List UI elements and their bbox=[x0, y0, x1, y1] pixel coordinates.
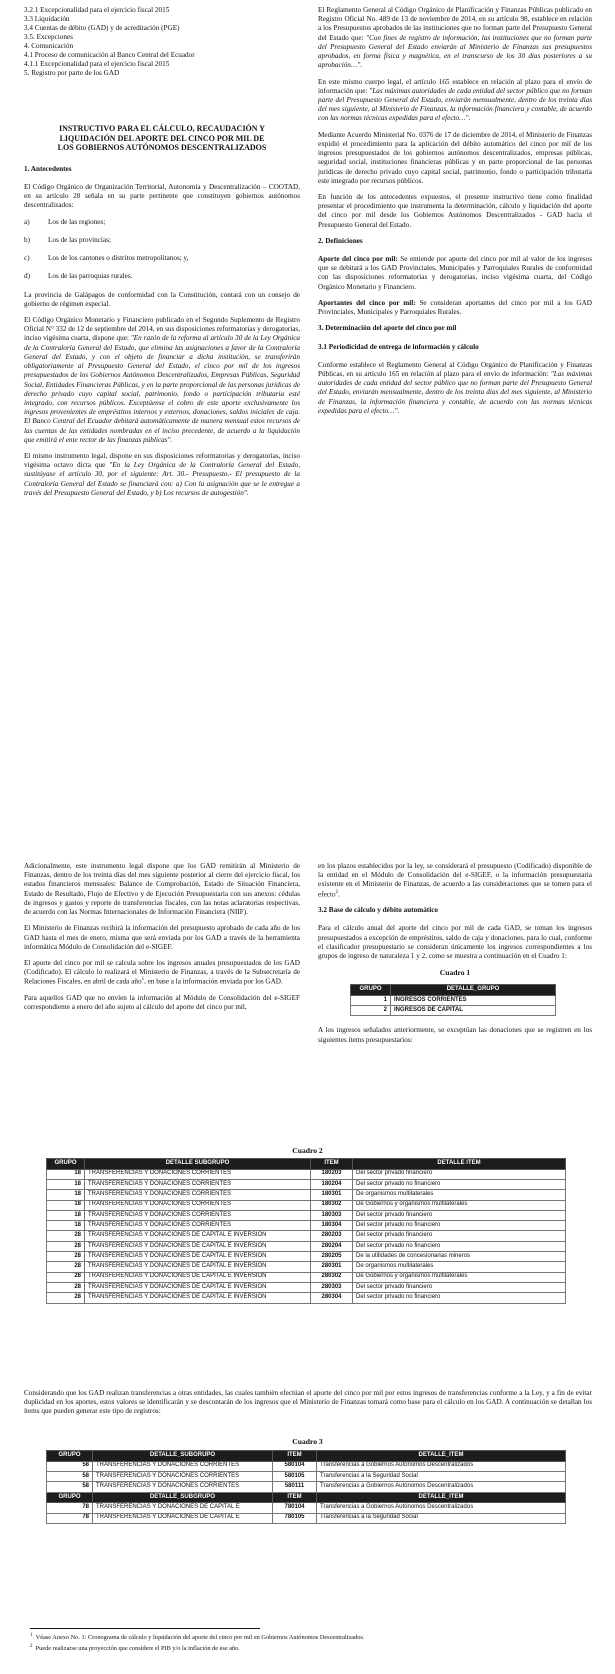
table-row bbox=[47, 1200, 566, 1210]
toc-item[interactable]: 3.5. Excepciones bbox=[24, 33, 73, 41]
table-cell: 180301 bbox=[311, 1190, 353, 1200]
table-cell: 28 bbox=[47, 1241, 85, 1251]
table-row bbox=[47, 1179, 566, 1189]
table-row bbox=[47, 1482, 566, 1492]
table-cell: De organismos multilaterales bbox=[353, 1190, 566, 1200]
heading-determinacion: 3. Determinación del aporte del cinco por mil bbox=[318, 324, 457, 333]
table-cell: TRANSFERENCIAS Y DONACIONES CORRIENTES bbox=[85, 1169, 311, 1179]
table-row bbox=[47, 1252, 566, 1262]
table-row bbox=[351, 995, 556, 1005]
paragraph: El aporte del cinco por mil se calcula sobre los ingresos anuales presupuestados de los GAD (Codificado). El cálculo lo realizará el Ministerio de Finanzas, a través de la Subsecretaría de Relaciones Fiscales, en abril de cada año$^1$, en base a la información enviada por los GAD. bbox=[24, 958, 300, 986]
legal-quote: "Las máximas autoridades de cada entidad del sector público que no forman parte del Presupuesto General del Estado, enviarán mensualmente, dentro de los treinta días del mes siguiente, al Ministerio de Finanzas, la información financiera y contable, de acuerdo con las normas técnicas expedidas para el efecto…". bbox=[318, 370, 592, 415]
paragraph: El Reglamento General al Código Orgánico de Planificación y Finanzas Públicas publicado en Registro Oficial No. 489 de 13 de noviembre de 2014, en su artículo 98, establece en relación a los Presupuestos aprobados de las instituciones que no forman parte del Presupuesto General del Estado que: "Con fines de registro de información, las instituciones que no forman parte del Presupuesto General del Estado enviarán al Ministerio de Finanzas sus presupuestos aprobados, en forma física y magnética, en el transcurso de los 30 días posteriores a su aprobación…". bbox=[318, 6, 593, 70]
table-cell: TRANSFERENCIAS Y DONACIONES DE CAPITAL E INVERSIÓN bbox=[85, 1272, 311, 1282]
legal-quote: "Las máximas autoridades de cada entidad del sector público que no forman parte del Presupuesto General del Estado, enviarán mensualmente, dentro de los treinta días del mes siguiente, al Ministerio de Finanzas, la información financiera y contable, de acuerdo con las normas técnicas expedidas para el efecto…". bbox=[318, 86, 592, 123]
table-cell: TRANSFERENCIAS Y DONACIONES DE CAPITAL E INVERSIÓN bbox=[85, 1252, 311, 1262]
table-cell: De Gobiernos y organismos multilaterales bbox=[353, 1272, 566, 1282]
table-cell: Del sector privado financiero bbox=[353, 1231, 566, 1241]
table-cell: 18 bbox=[47, 1221, 85, 1231]
paragraph: El Código Orgánico de Organización Territorial, Autonomía y Descentralización – COOTAD, en su artículo 28 señala en su parte pertinente que constituyen gobiernos autónomos descentralizados: bbox=[24, 183, 300, 210]
table-header: DETALLE ITEM bbox=[353, 1159, 566, 1170]
footnote-ref: 2 bbox=[335, 889, 339, 895]
paragraph: Aportantes del cinco por mil: Se consideran aportantes del cinco por mil a los GAD Provinciales, Municipales y Parroquiales Rurales. bbox=[318, 298, 592, 317]
table-row bbox=[47, 1272, 566, 1282]
table-cell: 180302 bbox=[311, 1200, 353, 1210]
table-cell: 180203 bbox=[311, 1169, 353, 1179]
heading-periodicidad: 3.1 Periodicidad de entrega de información y cálculo bbox=[318, 342, 479, 351]
table-cell: 280301 bbox=[311, 1262, 353, 1272]
table-cell: 580105 bbox=[273, 1471, 317, 1481]
table-header: ITEM bbox=[273, 1492, 317, 1503]
table-cell: TRANSFERENCIAS Y DONACIONES DE CAPITAL E bbox=[93, 1513, 273, 1523]
cuadro2-table bbox=[46, 1158, 566, 1304]
table-cell: TRANSFERENCIAS Y DONACIONES CORRIENTES bbox=[85, 1190, 311, 1200]
legal-quote: "En razón de la reforma al artículo 30 de la Ley Orgánica de la Contraloría General del Estado, que elimina las asignaciones a favor de la Contraloría General del Estado, y con el objeto de financiar a dicha institución, se transferirán obligatoriamente al Presupuesto General del Estado, el cinco por mil de los ingresos presupuestados de los Gobiernos Autónomos Descentralizados, Empresas Públicas, Seguridad Social, Entidades Financieras Públicas, y en la parte proporcional de las personas jurídicas de derecho privado cuyo capital social, patrimonio, fondo o participación tributaria esté integrado, con recursos públicos. Exceptúense el cobro de este aporte exclusivamente los ingresos provenientes de empréstitos internos y externos, donaciones, saldos iniciales de caja. El Banco Central del Ecuador debitará automáticamente de manera mensual estos recursos de las cuentas de las entidades nombradas en el inciso precedente, de acuerdo a la liquidación que emitirá el ente rector de las finanzas públicas". bbox=[24, 334, 300, 444]
table-cell: 180304 bbox=[311, 1221, 353, 1231]
table-cell: 78 bbox=[47, 1503, 93, 1513]
table-row bbox=[47, 1190, 566, 1200]
table-row bbox=[47, 1221, 566, 1231]
list-item: c) Los de los cantones o distritos metropolitanos; y, bbox=[24, 254, 189, 263]
toc-item[interactable]: 4. Comunicación bbox=[24, 42, 74, 50]
table-header: DETALLE_SUBGRUPO bbox=[93, 1451, 273, 1462]
toc-item[interactable]: 4.1.1 Excepcionalidad para el ejercicio fiscal 2015 bbox=[24, 60, 170, 68]
list-item: b) Los de las provincias; bbox=[24, 235, 111, 244]
table-cell: 580111 bbox=[273, 1482, 317, 1492]
paragraph: Adicionalmente, este instrumento legal dispone que los GAD remitirán al Ministerio de Finanzas, dentro de los treinta días del mes siguiente posterior al cierre del ejercicio fiscal, los estados financieros mensuales: Balance de Comprobación, Estado de Situación Financiera, Estado de Resultado, Flujo de Efectivo y de Ejecución Presupuestaria con sus anexos: cédulas de ingresos y gastos y reporte de transferencias fiscales, con las notas aclaratorias respectivas, de acuerdo con las Normas Internacionales de Información Financiera (NIIF). bbox=[24, 862, 300, 917]
table-cell: TRANSFERENCIAS Y DONACIONES CORRIENTES bbox=[93, 1482, 273, 1492]
table-cell: 78 bbox=[47, 1513, 93, 1523]
table-cell: 180303 bbox=[311, 1210, 353, 1220]
table-row bbox=[47, 1262, 566, 1272]
table-header: ITEM bbox=[311, 1159, 353, 1170]
table-cell: 58 bbox=[47, 1471, 93, 1481]
table-cell: TRANSFERENCIAS Y DONACIONES DE CAPITAL E INVERSIÓN bbox=[85, 1262, 311, 1272]
table-cell: 28 bbox=[47, 1293, 85, 1303]
table-header: DETALLE_SUBGRUPO bbox=[93, 1492, 273, 1503]
footnote-ref: 1 bbox=[141, 977, 145, 983]
table-cell: TRANSFERENCIAS Y DONACIONES DE CAPITAL E bbox=[93, 1503, 273, 1513]
table-row bbox=[47, 1503, 566, 1513]
paragraph: El Código Orgánico Monetario y Financiero publicado en el Segundo Suplemento de Registro Oficial N° 332 de 12 de septiembre del 2014, en sus disposiciones reformatorias y derogatorias, inciso vigésima cuarta, dispone que: "En razón de la reforma al artículo 30 de la Ley Orgánica de la Contraloría General del Estado, que elimina las asignaciones a favor de la Contraloría General del Estado, y con el objeto de financiar a dicha institución, se transferirán obligatoriamente al Presupuesto General del Estado, el cinco por mil de los ingresos presupuestados de los Gobiernos Autónomos Descentralizados, Empresas Públicas, Seguridad Social, Entidades Financieras Públicas, y en la parte proporcional de las personas jurídicas de derecho privado cuyo capital social, patrimonio, fondo o participación tributaria esté integrado, con recursos públicos. Exceptúense el cobro de este aporte exclusivamente los ingresos provenientes de empréstitos internos y externos, donaciones, saldos iniciales de caja. El Banco Central del Ecuador debitará automáticamente de manera mensual estos recursos de las cuentas de las entidades nombradas en el inciso precedente, de acuerdo a la liquidación que emitirá el ente rector de las finanzas públicas". bbox=[24, 315, 300, 444]
table-row bbox=[47, 1210, 566, 1220]
table-row bbox=[47, 1231, 566, 1241]
table-cell: Del sector privado financiero bbox=[353, 1169, 566, 1179]
cuadro1-table bbox=[350, 984, 556, 1016]
paragraph: Mediante Acuerdo Ministerial No. 0376 de 17 de diciembre de 2014, el Ministerio de Finanzas expidió el procedimiento para la aplicación del débito automático del cinco por mil de los ingresos presupuestados de los gobiernos autónomos descentralizados, empresas públicas, seguridad social, instituciones financieras públicas y en parte proporcional de las personas jurídicas de derecho privado cuyo capital social, patrimonio, fondo o participación tributaria este integrado por recursos públicos. bbox=[318, 130, 592, 185]
left-column-top bbox=[24, 6, 300, 505]
table-cell: TRANSFERENCIAS Y DONACIONES CORRIENTES bbox=[85, 1179, 311, 1189]
footnote-divider bbox=[30, 1628, 260, 1629]
cuadro3-caption: Cuadro 3 bbox=[292, 1437, 323, 1446]
table-cell: Transferencias a Gobiernos Autónomos Descentralizados bbox=[317, 1461, 566, 1471]
paragraph: Aporte del cinco por mil: Se entiende por aporte del cinco por mil al valor de los ingresos que se debitará a los GAD Provinciales, Municipales y Parroquiales Rurales de conformidad con las disposiciones reformatorias y derogatorias, inciso vigésima cuarta, del Código Orgánico Monetario y Financiero. bbox=[318, 255, 593, 291]
table-cell: 58 bbox=[47, 1482, 93, 1492]
table-cell: De organismos multilaterales bbox=[353, 1262, 566, 1272]
table-cell: Transferencias a Gobiernos Autónomos Descentralizados bbox=[317, 1482, 566, 1492]
table-row bbox=[47, 1513, 566, 1523]
table-cell: 280205 bbox=[311, 1252, 353, 1262]
table-cell: Transferencias a Gobiernos Autónomos Descentralizados bbox=[317, 1503, 566, 1513]
table-cell: TRANSFERENCIAS Y DONACIONES CORRIENTES bbox=[93, 1471, 273, 1481]
table-row bbox=[47, 1169, 566, 1179]
heading-base-calculo: 3.2 Base de cálculo y débito automático bbox=[318, 906, 438, 915]
cuadro2-caption: Cuadro 2 bbox=[292, 1146, 323, 1155]
table-cell: Del sector privado financiero bbox=[353, 1282, 566, 1292]
table-cell: 58 bbox=[47, 1461, 93, 1471]
term: Aportantes del cinco por mil: bbox=[318, 298, 416, 307]
table-header: DETALLE_GRUPO bbox=[391, 985, 556, 996]
table-cell: 18 bbox=[47, 1179, 85, 1189]
heading-definiciones: 2. Definiciones bbox=[318, 236, 363, 245]
table-cell: Transferencias a la Seguridad Social bbox=[317, 1513, 566, 1523]
full-width-paragraph-block bbox=[24, 1389, 592, 1424]
table-cell: TRANSFERENCIAS Y DONACIONES DE CAPITAL E INVERSIÓN bbox=[85, 1293, 311, 1303]
paragraph: A los ingresos señalados anteriormente, se exceptúan las donaciones que se registren en los siguientes ítems presupuestarios: bbox=[318, 1026, 592, 1044]
right-column-top bbox=[318, 6, 592, 423]
table-cell: TRANSFERENCIAS Y DONACIONES DE CAPITAL E INVERSIÓN bbox=[85, 1231, 311, 1241]
paragraph: Conforme establece el Reglamento General al Código Orgánico de Planificación y Finanzas Públicas, en su artículo 165 en relación al plazo para el envío de información: "Las máximas autoridades de cada entidad del sector público que no forman parte del Presupuesto General del Estado, enviarán mensualmente, dentro de los treinta días del mes siguiente, al Ministerio de Finanzas, la información financiera y contable, de acuerdo con las normas técnicas expedidas para el efecto…". bbox=[318, 360, 592, 415]
footnote: $^2$ Puede realizarse una proyección que considere el PIB y/o la inflación de ese año. bbox=[30, 1644, 240, 1653]
table-header: DETALLE SUBGRUPO bbox=[85, 1159, 311, 1170]
footnotes bbox=[30, 1628, 590, 1655]
right-column-middle bbox=[318, 862, 592, 1052]
cuadro1-caption: Cuadro 1 bbox=[439, 968, 471, 978]
table-of-contents bbox=[24, 6, 300, 78]
table-row bbox=[47, 1471, 566, 1481]
table-cell: 780105 bbox=[273, 1513, 317, 1523]
table-cell: De Gobiernos y organismos multilaterales bbox=[353, 1200, 566, 1210]
table-cell: TRANSFERENCIAS Y DONACIONES CORRIENTES bbox=[85, 1210, 311, 1220]
paragraph: en los plazos establecidos por la ley, se considerará el presupuesto (Codificado) disponible de la entidad en el Módulo de Consolidación del e-SIGEF, o la información presupuestaria existente en el Ministerio de Finanzas, de acuerdo a las consideraciones que se tomen para el efecto$^2$. bbox=[318, 862, 592, 899]
paragraph: El mismo instrumento legal, dispone en sus disposiciones reformatorias y derogatorias, inciso vigésima octavo dicta que "En la Ley Orgánica de la Contraloría General del Estado, sustitúyase el artículo 30, por el siguiente: Art. 30.- Presupuesto.- El presupuesto de la Contraloría General del Estado se financiará con: a) Con la asignación que se le entregue a través del Presupuesto General del Estado, y b) Los recursos de autogestión". bbox=[24, 452, 300, 497]
table-cell: 280302 bbox=[311, 1272, 353, 1282]
paragraph: La provincia de Galápagos de conformidad con la Constitución, contará con un consejo de gobierno de régimen especial. bbox=[24, 290, 300, 308]
legal-quote: "Con fines de registro de información, las instituciones que no forman parte del Presupuesto General del Estado enviarán al Ministerio de Finanzas sus presupuestos aprobados, en forma física y magnética, en el transcurso de los 30 días posteriores a su aprobación…". bbox=[318, 33, 593, 70]
table-cell: 28 bbox=[47, 1231, 85, 1241]
list-item: d) Los de las parroquias rurales. bbox=[24, 272, 133, 281]
table-row bbox=[351, 1006, 556, 1016]
paragraph: Para aquellos GAD que no envíen la información al Módulo de Consolidación del e-SIGEF correspondiente a enero del año sujeto al cálculo del aporte del cinco por mil, bbox=[24, 994, 300, 1012]
table-cell: TRANSFERENCIAS Y DONACIONES CORRIENTES bbox=[85, 1221, 311, 1231]
table-cell: TRANSFERENCIAS Y DONACIONES CORRIENTES bbox=[85, 1200, 311, 1210]
table-cell: 18 bbox=[47, 1169, 85, 1179]
table-header: DETALLE_ITEM bbox=[317, 1451, 566, 1462]
cuadro2-wrapper bbox=[46, 1158, 566, 1304]
table-cell: 18 bbox=[47, 1210, 85, 1220]
term: Aporte del cinco por mil: bbox=[318, 255, 398, 264]
table-row bbox=[47, 1293, 566, 1303]
table-cell: 2 bbox=[351, 1006, 391, 1016]
table-cell: Del sector privado no financiero bbox=[353, 1221, 566, 1231]
table-header: GRUPO bbox=[47, 1159, 85, 1170]
table-cell: 28 bbox=[47, 1282, 85, 1292]
table-cell: Del sector privado no financiero bbox=[353, 1293, 566, 1303]
paragraph: En función de los antecedentes expuestos, el presente instructivo tiene como finalidad presentar el procedimiento que instrumenta la determinación, cálculo y liquidación del aporte del cinco por mil desde los Gobiernos Autónomos Descentralizados - GAD hacia el Presupuesto General del Estado. bbox=[318, 192, 592, 229]
table-cell: 18 bbox=[47, 1190, 85, 1200]
footnote: $^1$ Véase Anexo No. 1: Cronograma de cálculo y liquidación del aporte del cinco por mil en Gobiernos Autónomos Descentralizados. bbox=[30, 1633, 365, 1642]
table-cell: Del sector privado financiero bbox=[353, 1210, 566, 1220]
table-cell: 280204 bbox=[311, 1241, 353, 1251]
table-cell: 18 bbox=[47, 1200, 85, 1210]
table-cell: Del sector privado no financiero bbox=[353, 1241, 566, 1251]
table-cell: 280203 bbox=[311, 1231, 353, 1241]
paragraph: El Ministerio de Finanzas recibirá la información del presupuesto aprobado de cada año de los GAD hasta el mes de enero, misma que será enviada por los GAD a través de la herramienta informática Módulo de Consolidación del e-SIGEF. bbox=[24, 924, 300, 951]
table-cell: 1 bbox=[351, 995, 391, 1005]
toc-item[interactable]: 3.4 Cuentas de débito (GAD) y de acreditación (PGE) bbox=[24, 24, 180, 32]
paragraph: Considerando que los GAD realizan transferencias a otras entidades, las cuales también efectúan el aporte del cinco por mil por estos ingresos de transferencias conforme a la Ley, y a fin de evitar duplicidad en los aportes, estos valores se identificarán y se descontarán de los ingresos que el Ministerio de Finanzas tomará como base para el cálculo en los GAD. A continuación se detallan los ítems que pueden generar este tipo de registros: bbox=[24, 1389, 592, 1416]
table-header: ITEM bbox=[273, 1451, 317, 1462]
toc-item[interactable]: 4.1 Proceso de comunicación al Banco Central del Ecuador bbox=[24, 51, 195, 59]
table-cell: Transferencias a la Seguridad Social bbox=[317, 1471, 566, 1481]
table-cell: De la utilidades de concesionarias mineros bbox=[353, 1252, 566, 1262]
table-row bbox=[47, 1282, 566, 1292]
table-cell: INGRESOS CORRIENTES bbox=[391, 995, 556, 1005]
legal-quote: "En la Ley Orgánica de la Contraloría General del Estado, sustitúyase el artículo 30, por el siguiente: Art. 30.- Presupuesto.- El presupuesto de la Contraloría General del Estado se financiará con: a) Con la asignación que se le entregue a través del Presupuesto General del Estado, y b) Los recursos de autogestión". bbox=[24, 461, 300, 497]
table-cell: 280304 bbox=[311, 1293, 353, 1303]
table-cell: TRANSFERENCIAS Y DONACIONES DE CAPITAL E INVERSIÓN bbox=[85, 1241, 311, 1251]
cuadro3-table bbox=[46, 1450, 566, 1524]
cuadro3-wrapper bbox=[46, 1450, 566, 1524]
table-cell: 28 bbox=[47, 1252, 85, 1262]
table-cell: 28 bbox=[47, 1272, 85, 1282]
left-column-middle bbox=[24, 862, 300, 1019]
table-cell: 580104 bbox=[273, 1461, 317, 1471]
toc-item[interactable]: 3.2.1 Excepcionalidad para el ejercicio fiscal 2015 bbox=[24, 6, 170, 14]
heading-antecedentes: 1. Antecedentes bbox=[24, 164, 72, 173]
table-header: DETALLE_ITEM bbox=[317, 1492, 566, 1503]
table-cell: 28 bbox=[47, 1262, 85, 1272]
document-title: INSTRUCTIVO PARA EL CÁLCULO, RECAUDACIÓN Y LIQUIDACIÓN DEL APORTE DEL CINCO POR MIL DE LOS GOBIERNOS AUTÓNOMOS DESCENTRALIZADOS bbox=[57, 124, 267, 153]
table-header: GRUPO bbox=[351, 985, 391, 996]
toc-item[interactable]: 3.3 Liquidación bbox=[24, 15, 70, 23]
table-cell: TRANSFERENCIAS Y DONACIONES CORRIENTES bbox=[93, 1461, 273, 1471]
table-cell: Del sector privado no financiero bbox=[353, 1179, 566, 1189]
table-header: GRUPO bbox=[47, 1451, 93, 1462]
toc-item[interactable]: 5. Registro por parte de los GAD bbox=[24, 69, 120, 77]
list-item: a) Los de las regiones; bbox=[24, 217, 106, 226]
paragraph: En este mismo cuerpo legal, el artículo 165 establece en relación al plazo para el envío de información que: "Las máximas autoridades de cada entidad del sector público que no forman parte del Presupuesto General del Estado, enviarán mensualmente, dentro de los treinta días del mes siguiente, al Ministerio de Finanzas, la información financiera y contable, de acuerdo con las normas técnicas expedidas para el efecto…". bbox=[318, 77, 592, 123]
paragraph: Para el cálculo anual del aporte del cinco por mil de cada GAD, se toman los ingresos presupuestados a excepción de empréstitos, saldo de caja y donaciones, para lo cual, conforme el clasificador presupuestario se consideran únicamente los ingresos correspondientes a los grupos de ingreso de naturaleza 1 y 2, como se muestra a continuación en el Cuadro 1: bbox=[318, 924, 592, 961]
table-cell: 180204 bbox=[311, 1179, 353, 1189]
table-row bbox=[47, 1241, 566, 1251]
table-cell: INGRESOS DE CAPITAL bbox=[391, 1006, 556, 1016]
table-cell: TRANSFERENCIAS Y DONACIONES DE CAPITAL E INVERSIÓN bbox=[85, 1282, 311, 1292]
table-row bbox=[47, 1461, 566, 1471]
table-cell: 280303 bbox=[311, 1282, 353, 1292]
table-cell: 780104 bbox=[273, 1503, 317, 1513]
table-header: GRUPO bbox=[47, 1492, 93, 1503]
